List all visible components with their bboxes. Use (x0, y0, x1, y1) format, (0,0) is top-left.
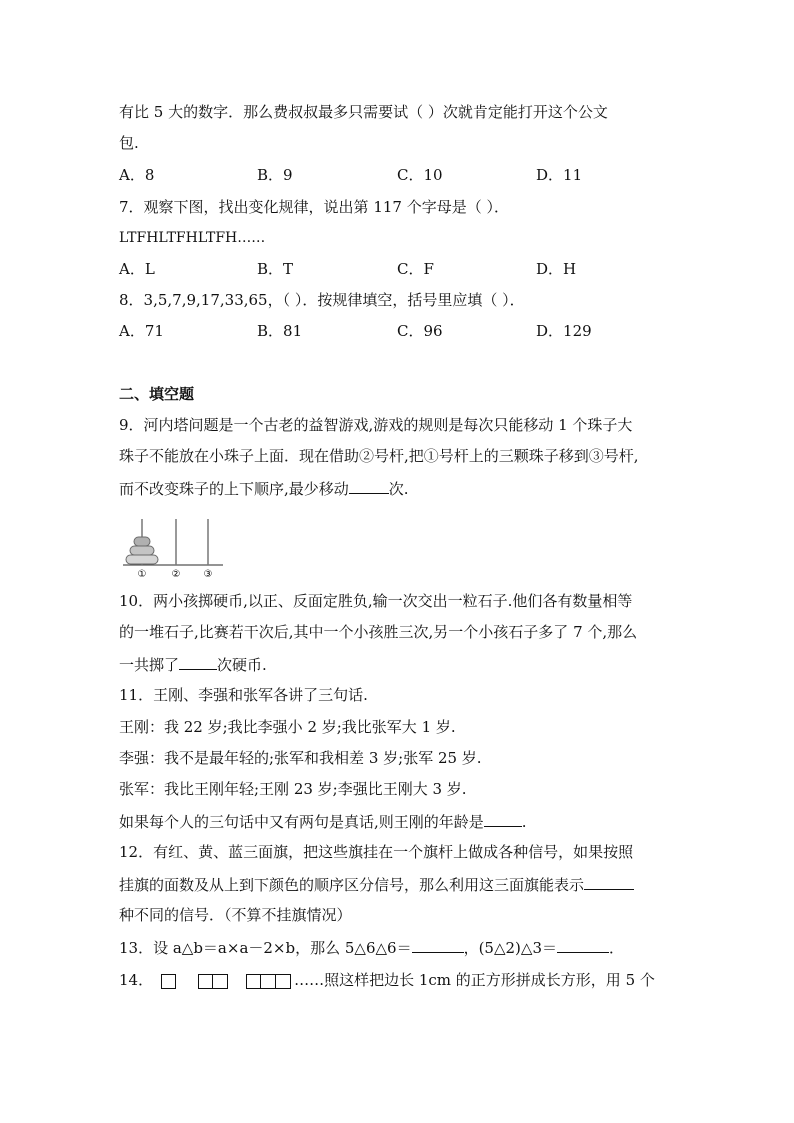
q6-option-c: C．10 (397, 166, 443, 184)
q12-line3: 种不同的信号．（不算不挂旗情况） (119, 906, 352, 924)
q12-line2-text: 挂旗的面数及从上到下颜色的顺序区分信号，那么利用这三面旗能表示 (119, 876, 585, 894)
q9-answer-blank[interactable] (349, 478, 389, 494)
q14-number: 14． (119, 971, 154, 989)
q9-line3-text: 而不改变珠子的上下顺序,最少移动 (119, 480, 349, 498)
q12-answer-blank[interactable] (584, 874, 634, 890)
q9-line3-end: 次. (388, 480, 409, 498)
unit-square (246, 974, 261, 989)
q14-figure-two-squares (198, 974, 228, 989)
hanoi-disc-large (126, 555, 158, 564)
hanoi-disc-medium (130, 546, 154, 555)
q10-line3 (119, 654, 267, 675)
hanoi-label-3: ③ (203, 569, 213, 580)
q14-text: ……照这样把边长 1cm 的正方形拼成长方形，用 5 个 (294, 971, 655, 989)
hanoi-label-2: ② (171, 569, 181, 580)
q9-line1: 9．河内塔问题是一个古老的益智游戏,游戏的规则是每次只能移动 1 个珠子大 (119, 416, 633, 434)
q7-option-d: D．H (536, 260, 577, 278)
q6-option-b: B．9 (257, 166, 293, 184)
q7-option-b: B．T (257, 260, 294, 278)
q8-option-b: B．81 (257, 322, 303, 340)
q9-line3 (119, 478, 409, 499)
q6-option-a: A．8 (119, 166, 155, 184)
q8-option-d: D．129 (536, 322, 592, 340)
q8-stem: 8．3,5,7,9,17,33,65，（ ）．按规律填空，括号里应填（ ）． (119, 291, 525, 309)
unit-square (261, 974, 276, 989)
q13-line (119, 937, 624, 958)
unit-square (161, 974, 176, 989)
q11-li-statement: 李强：我不是最年轻的;张军和我相差 3 岁;张军 25 岁. (119, 749, 482, 767)
q6-line1: 有比 5 大的数字．那么费叔叔最多只需要试（ ）次就肯定能打开这个公文 (119, 103, 608, 121)
q13-part-c: ． (608, 939, 624, 957)
q13-answer-blank-1[interactable] (412, 937, 464, 953)
q11-question (119, 811, 527, 832)
q7-option-c: C．F (397, 260, 434, 278)
q7-option-a: A．L (119, 260, 155, 278)
q12-line2 (119, 874, 634, 895)
q7-sequence: LTFHLTFHLTFH…… (119, 230, 266, 246)
q13-part-a: 13．设 a△b＝a×a－2×b，那么 5△6△6＝ (119, 939, 412, 957)
q11-answer-blank[interactable] (484, 811, 522, 827)
q10-answer-blank[interactable] (179, 654, 217, 670)
unit-square (276, 974, 291, 989)
hanoi-disc-small (134, 537, 150, 546)
unit-square (198, 974, 213, 989)
q11-wang-statement: 王刚：我 22 岁;我比李强小 2 岁;我比张军大 1 岁. (119, 718, 456, 736)
q11-question-text: 如果每个人的三句话中又有两句是真话,则王刚的年龄是 (119, 813, 484, 831)
q10-line3-text: 一共掷了 (119, 656, 180, 674)
q8-option-a: A．71 (119, 322, 164, 340)
section-heading: 二、填空题 (119, 385, 195, 403)
q10-line1: 10．两小孩掷硬币,以正、反面定胜负,输一次交出一粒石子.他们各有数量相等 (119, 592, 633, 610)
q6-line2: 包. (119, 134, 139, 152)
q8-option-c: C．96 (397, 322, 443, 340)
q11-stem: 11．王刚、李强和张军各讲了三句话. (119, 686, 368, 704)
hanoi-label-1: ① (137, 569, 147, 580)
q12-line1: 12．有红、黄、蓝三面旗，把这些旗挂在一个旗杆上做成各种信号，如果按照 (119, 843, 634, 861)
q14-figure-three-squares (246, 974, 291, 989)
q14-figure-one-square (161, 974, 176, 989)
q10-line2: 的一堆石子,比赛若干次后,其中一个小孩胜三次,另一个小孩石子多了 7 个,那么 (119, 623, 638, 641)
q9-line2: 珠子不能放在小珠子上面．现在借助②号杆,把①号杆上的三颗珠子移到③号杆, (119, 447, 639, 465)
q6-option-d: D．11 (536, 166, 583, 184)
hanoi-tower-figure (119, 515, 229, 583)
q10-line3-end: 次硬币. (217, 656, 267, 674)
q14-line (119, 970, 655, 990)
q13-part-b: ，(5△2)△3＝ (463, 939, 557, 957)
unit-square (213, 974, 228, 989)
q7-stem: 7．观察下图，找出变化规律，说出第 117 个字母是（ ）． (119, 198, 509, 216)
q11-zhang-statement: 张军：我比王刚年轻;王刚 23 岁;李强比王刚大 3 岁. (119, 780, 467, 798)
q13-answer-blank-2[interactable] (557, 937, 609, 953)
q11-question-end: . (521, 813, 527, 831)
